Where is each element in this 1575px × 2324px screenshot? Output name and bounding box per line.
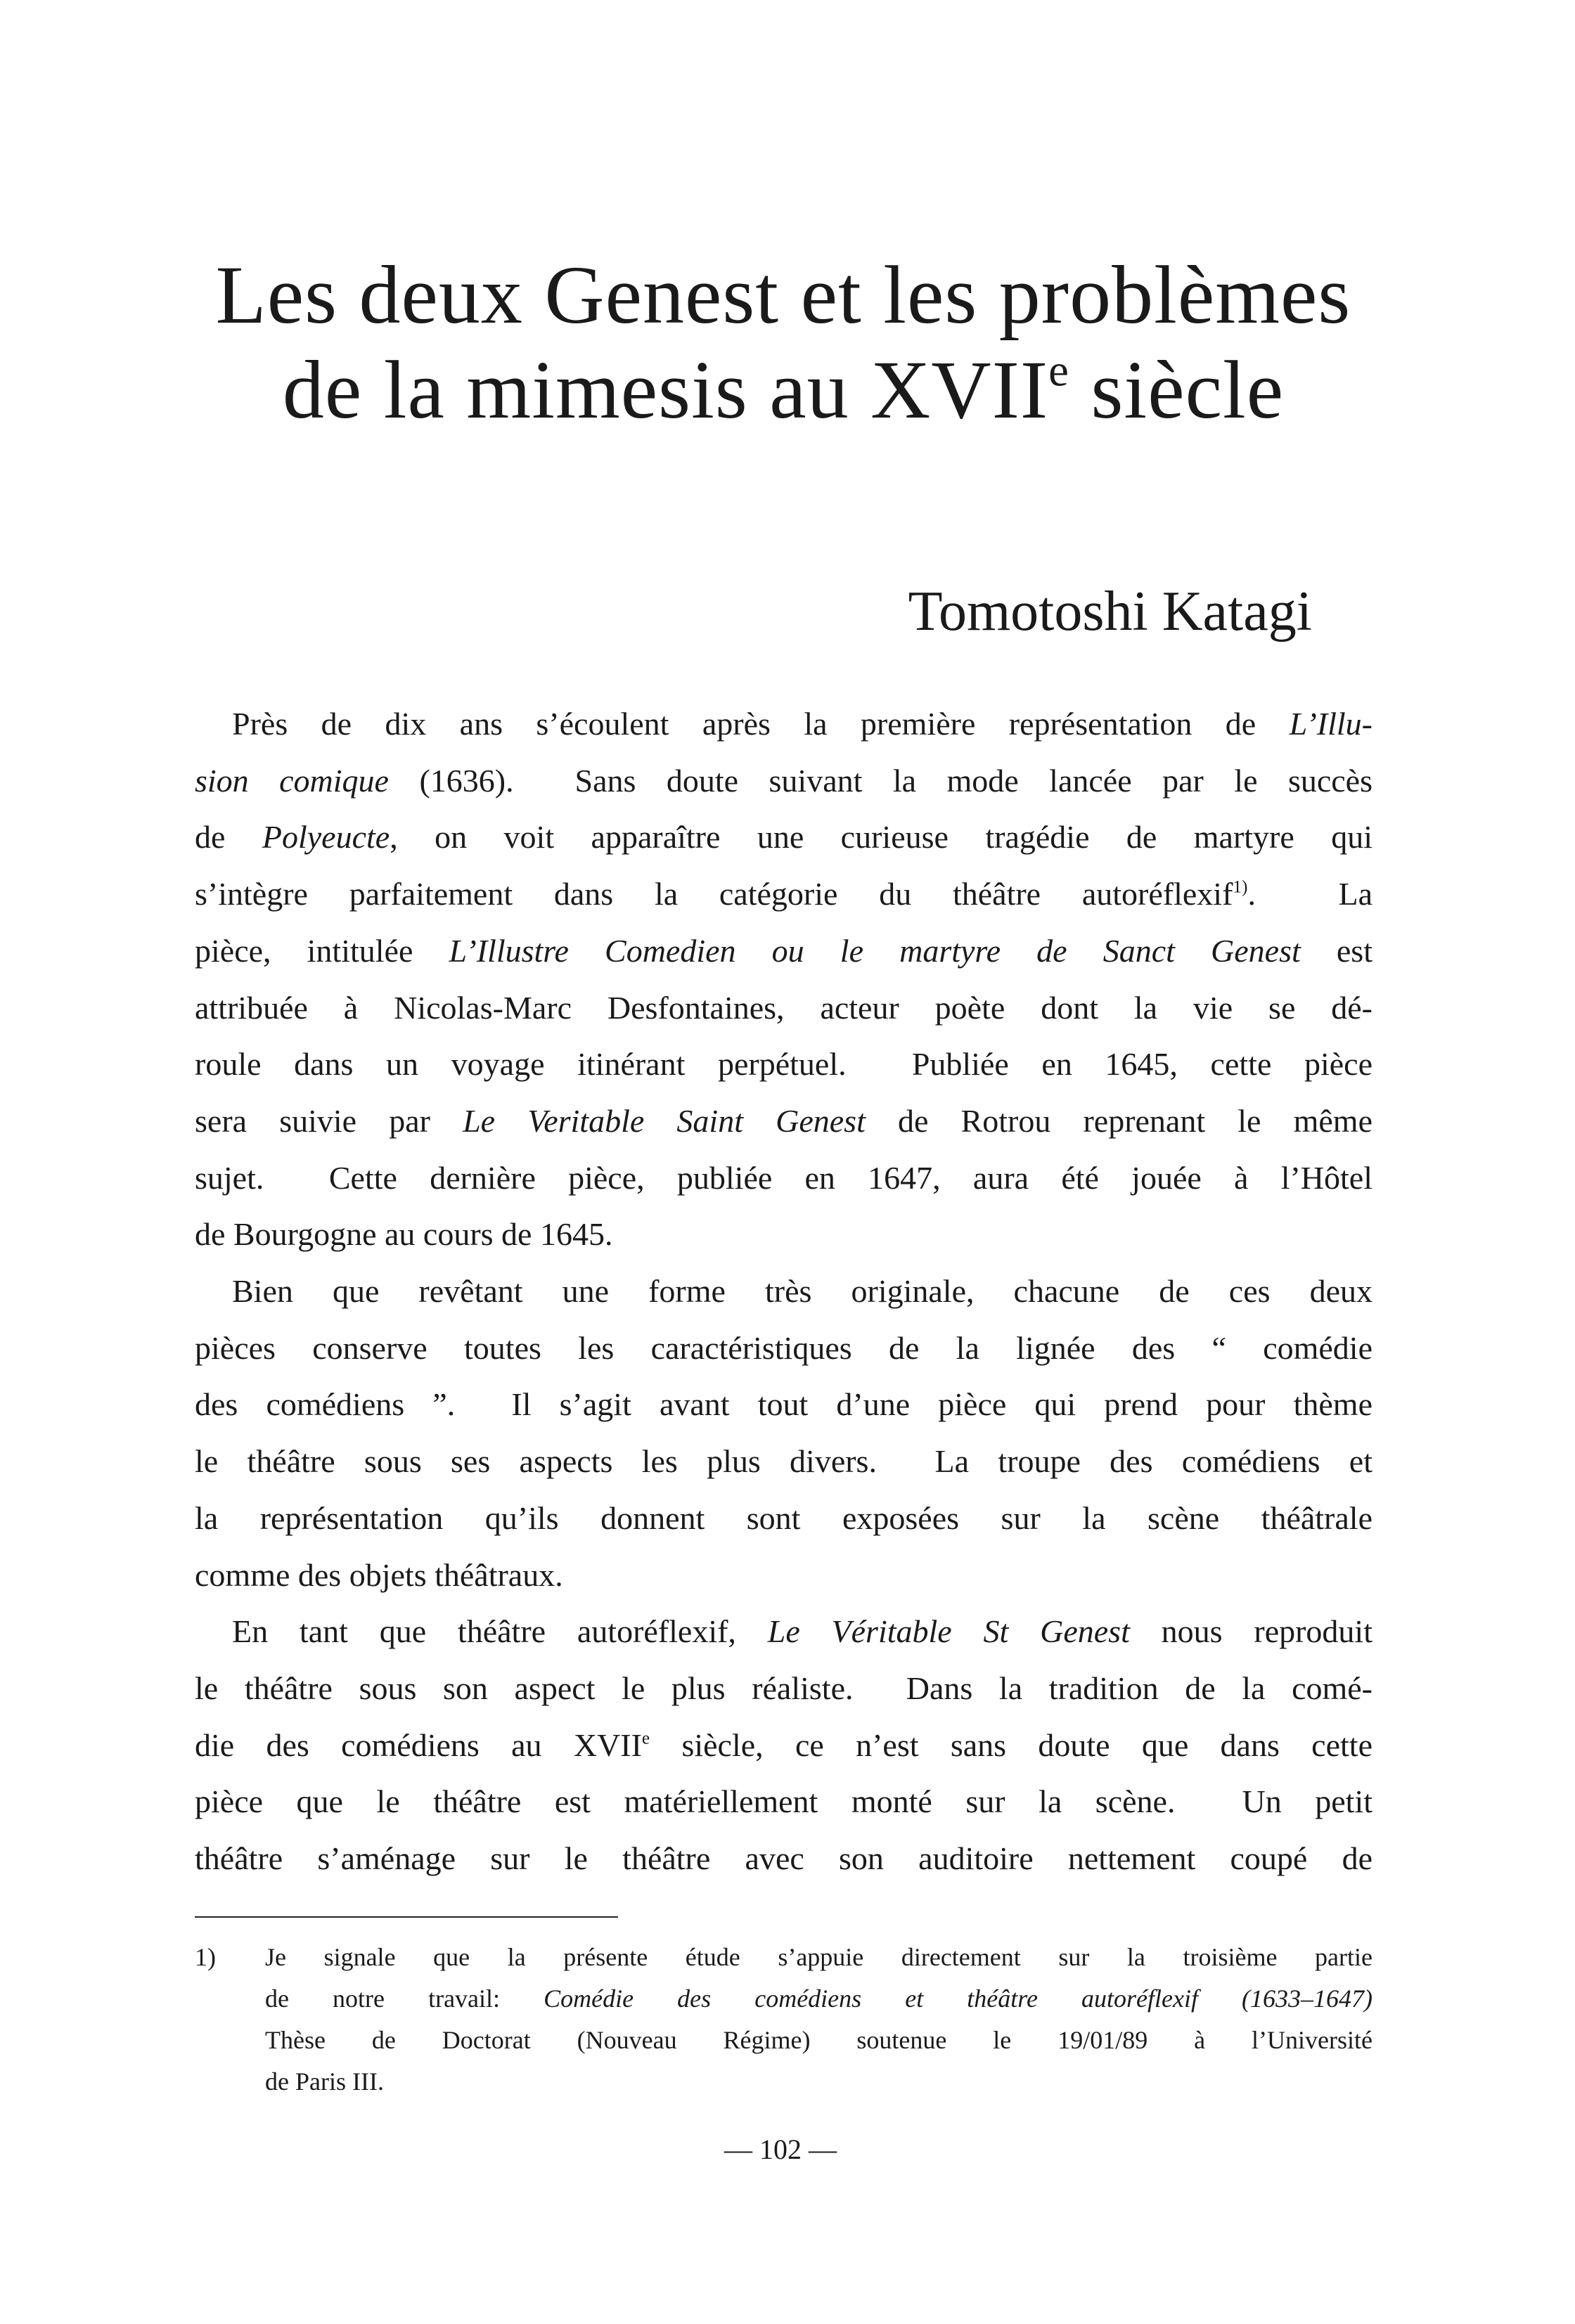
- body-line: [232, 696, 1372, 752]
- superscript: e: [641, 1727, 650, 1748]
- body-line: [195, 1093, 1372, 1149]
- text: le théâtre sous ses aspects les plus divers. La troupe des comédiens et: [195, 1443, 1372, 1480]
- article-title-line-1: Les deux Genest et les problèmes: [215, 249, 1351, 341]
- italic-text: L’Illu-: [1289, 706, 1372, 742]
- text: . La: [1247, 876, 1372, 912]
- body-line: [195, 1660, 1372, 1717]
- page-number: — 102 —: [724, 2133, 837, 2165]
- text: comme des objets théâtraux.: [195, 1556, 563, 1593]
- text: théâtre s’aménage sur le théâtre avec son auditoire nettement coupé de: [195, 1840, 1372, 1876]
- body-line: [195, 1490, 1372, 1547]
- text: Thèse de Doctorat (Nouveau Régime) soutenue le 19/01/89 à l’Université: [265, 2026, 1372, 2054]
- text: roule dans un voyage itinérant perpétuel. Publiée en 1645, cette pièce: [195, 1046, 1372, 1083]
- italic-text: sion comique: [195, 762, 389, 799]
- text: sera suivie par: [195, 1102, 463, 1139]
- text: des comédiens ”. Il s’agit avant tout d’une pièce qui prend pour thème: [195, 1386, 1372, 1423]
- text: attribuée à Nicolas-Marc Desfontaines, acteur poète dont la vie se dé-: [195, 989, 1372, 1026]
- text: la représentation qu’ils donnent sont exposées sur la scène théâtrale: [195, 1499, 1372, 1536]
- italic-text: Le Veritable Saint Genest: [463, 1102, 866, 1139]
- text: die des comédiens au XVII: [195, 1726, 642, 1763]
- title-text-end: siècle: [1069, 344, 1285, 436]
- text: de Paris III.: [265, 2067, 384, 2096]
- body-line: [195, 1547, 1372, 1603]
- text: de: [195, 819, 262, 856]
- author-name: Tomotoshi Katagi: [908, 581, 1312, 643]
- body-line: [195, 1717, 1372, 1774]
- article-title-line-2: [0, 344, 1567, 436]
- body-line: [232, 1603, 1372, 1660]
- text: sujet. Cette dernière pièce, publiée en 1647, aura été jouée à l’Hôtel: [195, 1159, 1372, 1196]
- text: pièces conserve toutes les caractéristiques de la lignée des “ comédie: [195, 1329, 1372, 1366]
- title-text: de la mimesis au XVII: [282, 344, 1049, 436]
- footnote-line: [265, 2020, 1372, 2061]
- italic-text: L’Illustre Comedien ou le martyre de Sanct Genest: [449, 932, 1301, 969]
- body-line: [195, 753, 1372, 809]
- footnote-line: [265, 1937, 1372, 1978]
- body-line: [195, 980, 1372, 1036]
- italic-text: Comédie des comédiens et théâtre autoréflexif (1633–1647): [544, 1984, 1373, 2013]
- body-line: [195, 1206, 1372, 1263]
- text: pièce, intitulée: [195, 932, 449, 969]
- text: est: [1300, 932, 1372, 969]
- text: , on voit apparaître une curieuse tragédie de martyre qui: [390, 819, 1373, 856]
- body-line: [195, 1150, 1372, 1206]
- footnote-number: 1): [195, 1943, 216, 1971]
- text: de notre travail:: [265, 1984, 544, 2013]
- text: de Rotrou reprenant le même: [865, 1102, 1372, 1139]
- text: le théâtre sous son aspect le plus réaliste. Dans la tradition de la comé-: [195, 1670, 1372, 1706]
- text: Je signale que la présente étude s’appuie directement sur la troisième partie: [265, 1943, 1372, 1971]
- text: siècle, ce n’est sans doute que dans cette: [650, 1726, 1372, 1763]
- body-line: [195, 809, 1372, 865]
- footnote-line: [265, 2061, 1372, 2103]
- text: nous reproduit: [1129, 1613, 1372, 1650]
- body-line: [195, 1831, 1372, 1887]
- text: (1636). Sans doute suivant la mode lancée par le succès: [388, 762, 1372, 799]
- body-line: [195, 923, 1372, 979]
- body-line: [195, 1774, 1372, 1830]
- body-line: [195, 1036, 1372, 1092]
- italic-text: Le Véritable St Genest: [767, 1613, 1130, 1650]
- text: pièce que le théâtre est matériellement monté sur la scène. Un petit: [195, 1783, 1372, 1820]
- text: Bien que revêtant une forme très originale, chacune de ces deux: [232, 1273, 1372, 1309]
- superscript: 1): [1233, 877, 1248, 897]
- body-line: [232, 1263, 1372, 1319]
- body-line: [195, 1433, 1372, 1490]
- text: Près de dix ans s’écoulent après la première représentation de: [232, 706, 1290, 742]
- text: de Bourgogne au cours de 1645.: [195, 1216, 613, 1253]
- body-line: [195, 866, 1372, 922]
- footnote-line: [265, 1978, 1372, 2020]
- text: s’intègre parfaitement dans la catégorie du théâtre autoréflexif: [195, 876, 1233, 912]
- body-line: [195, 1320, 1372, 1376]
- title-superscript: e: [1048, 345, 1069, 396]
- body-line: [195, 1376, 1372, 1433]
- footnote-divider: [195, 1916, 618, 1918]
- italic-text: Polyeucte: [262, 819, 390, 856]
- text: En tant que théâtre autoréflexif,: [232, 1613, 768, 1650]
